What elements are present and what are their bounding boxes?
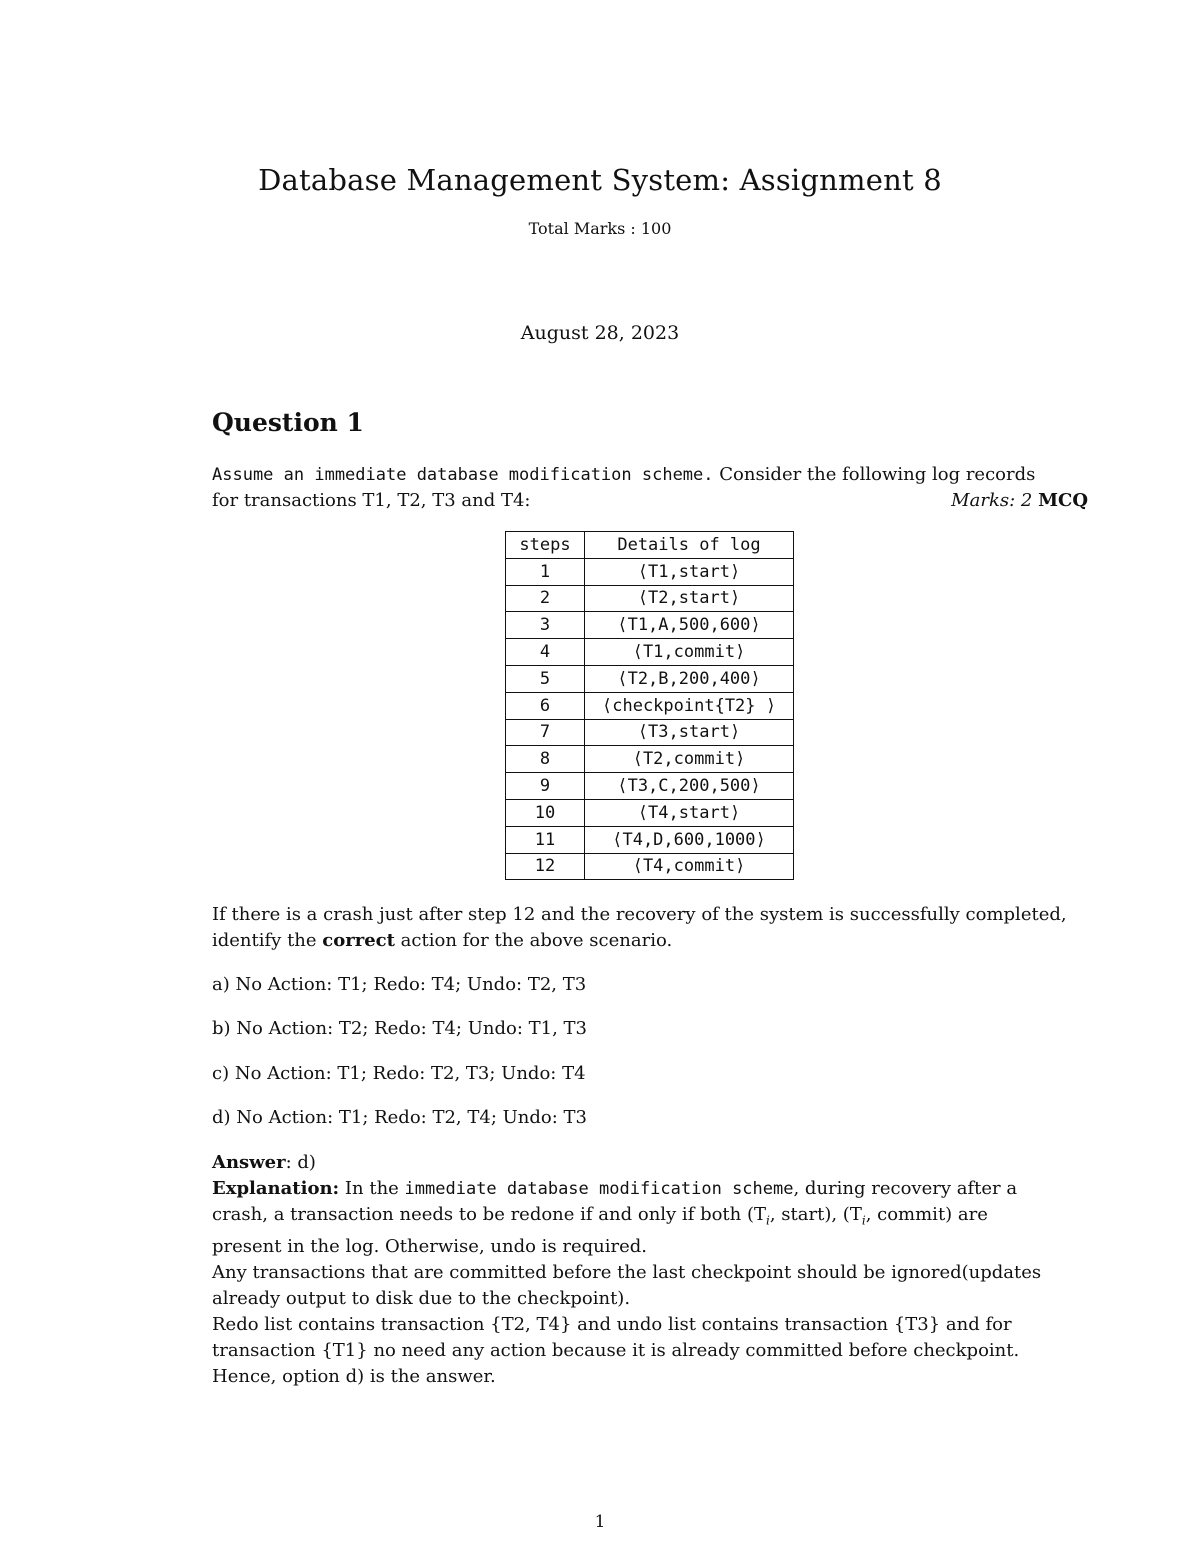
marks-label: Marks: 2 (951, 490, 1033, 511)
option-a: a) No Action: T1; Redo: T4; Undo: T2, T3 (212, 974, 587, 995)
answer-block (212, 1150, 1088, 1390)
table-row (506, 799, 794, 826)
question-prompt (212, 902, 1088, 954)
table-row (506, 612, 794, 639)
table-cell: 8 (506, 746, 585, 773)
explanation-line1 (212, 1176, 1088, 1202)
table-cell: 7 (506, 719, 585, 746)
expl-text: crash, a transaction needs to be redone if and only if both (T (212, 1204, 767, 1225)
table-cell: ⟨T3,start⟩ (585, 719, 794, 746)
log-table (505, 531, 794, 880)
table-cell: ⟨T1,start⟩ (585, 558, 794, 585)
table-row (506, 826, 794, 853)
table-cell: ⟨T4,D,600,1000⟩ (585, 826, 794, 853)
table-cell: ⟨T1,A,500,600⟩ (585, 612, 794, 639)
option-c: c) No Action: T1; Redo: T2, T3; Undo: T4 (212, 1063, 586, 1084)
table-cell: ⟨T3,C,200,500⟩ (585, 773, 794, 800)
table-cell: ⟨T1,commit⟩ (585, 639, 794, 666)
table-row (506, 853, 794, 880)
explanation-line4: Any transactions that are committed before the last checkpoint should be ignored(updates (212, 1261, 1042, 1283)
table-cell: 11 (506, 826, 585, 853)
explanation-line7: transaction {T1} no need any action because it is already committed before checkpoint. (212, 1339, 1020, 1361)
table-cell: ⟨T4,start⟩ (585, 799, 794, 826)
explanation-line3: present in the log. Otherwise, undo is required. (212, 1235, 647, 1257)
explanation-label: Explanation: (212, 1178, 340, 1199)
table-header-row (506, 532, 794, 559)
table-cell: ⟨T2,B,200,400⟩ (585, 665, 794, 692)
explanation-line8: Hence, option d) is the answer. (212, 1365, 496, 1387)
expl-sub: i (861, 1213, 866, 1228)
table-cell: 6 (506, 692, 585, 719)
expl-text: , commit) are (865, 1204, 988, 1225)
expl-sub: i (766, 1213, 770, 1228)
expl-text: , during recovery after a (793, 1178, 1018, 1199)
option-d: d) No Action: T1; Redo: T2, T4; Undo: T3 (212, 1107, 587, 1128)
expl-mono: immediate database modification scheme (404, 1179, 794, 1199)
page-title: Database Management System: Assignment 8 (258, 163, 942, 197)
question-intro (212, 462, 1088, 514)
table-cell: 1 (506, 558, 585, 585)
explanation-line2 (212, 1202, 1088, 1234)
prompt-line2 (212, 928, 1088, 954)
expl-text: In the (339, 1178, 405, 1199)
expl-text: , start), (T (769, 1204, 862, 1225)
table-row (506, 746, 794, 773)
table-cell: 2 (506, 585, 585, 612)
table-cell: 9 (506, 773, 585, 800)
table-cell: 10 (506, 799, 585, 826)
prompt-bold: correct (322, 930, 395, 951)
intro-rest: Consider the following log records (713, 464, 1036, 485)
intro-line2: for transactions T1, T2, T3 and T4: (212, 490, 531, 511)
marks-info (951, 488, 1088, 514)
prompt-post: action for the above scenario. (394, 930, 673, 951)
total-marks: Total Marks : 100 (528, 219, 672, 238)
table-row (506, 773, 794, 800)
date: August 28, 2023 (520, 322, 680, 344)
table-row (506, 585, 794, 612)
table-cell: 3 (506, 612, 585, 639)
answer-label: Answer (212, 1152, 286, 1173)
explanation-line5: already output to disk due to the checkpoint). (212, 1287, 631, 1309)
table-row (506, 719, 794, 746)
table-cell: ⟨T4,commit⟩ (585, 853, 794, 880)
table-cell: 5 (506, 665, 585, 692)
table-row (506, 639, 794, 666)
table-cell: ⟨T2,start⟩ (585, 585, 794, 612)
explanation-line6: Redo list contains transaction {T2, T4} and undo list contains transaction {T3} and for (212, 1313, 1012, 1335)
table-row (506, 665, 794, 692)
table-cell: 12 (506, 853, 585, 880)
table-row (506, 692, 794, 719)
question-heading: Question 1 (212, 408, 364, 437)
table-header: steps (506, 532, 585, 559)
prompt-pre: identify the (212, 930, 323, 951)
marks-type: MCQ (1038, 490, 1088, 511)
answer-line (212, 1150, 1088, 1176)
table-cell: ⟨checkpoint{T2} ⟩ (585, 692, 794, 719)
page-number: 1 (594, 1512, 606, 1532)
table-row (506, 558, 794, 585)
table-cell: 4 (506, 639, 585, 666)
prompt-line1: If there is a crash just after step 12 and the recovery of the system is successfully completed, (212, 904, 1067, 925)
option-b: b) No Action: T2; Redo: T4; Undo: T1, T3 (212, 1018, 587, 1039)
answer-value: : d) (285, 1152, 316, 1173)
intro-mono: Assume an immediate database modification scheme. (212, 465, 714, 485)
table-cell: ⟨T2,commit⟩ (585, 746, 794, 773)
table-header: Details of log (585, 532, 794, 559)
